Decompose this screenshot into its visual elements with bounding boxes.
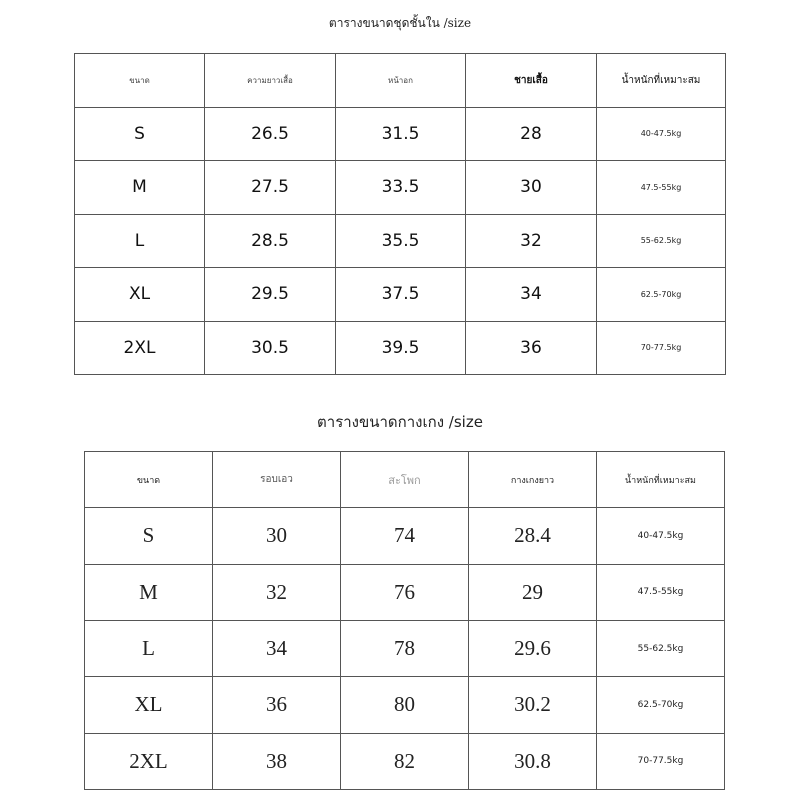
value-cell: 82	[341, 733, 469, 789]
header-cell: ชายเสื้อ	[466, 54, 597, 108]
weight-cell: 40-47.5kg	[597, 107, 726, 161]
size-cell: XL	[75, 268, 205, 322]
value-cell: 30	[466, 161, 597, 215]
value-cell: 34	[466, 268, 597, 322]
value-cell: 36	[466, 321, 597, 375]
header-cell: ขนาด	[75, 54, 205, 108]
weight-cell: 55-62.5kg	[597, 620, 725, 676]
header-cell: กางเกงยาว	[469, 452, 597, 508]
header-cell: น้ำหนักที่เหมาะสม	[597, 452, 725, 508]
value-cell: 30.2	[469, 677, 597, 733]
value-cell: 74	[341, 508, 469, 564]
value-cell: 28	[466, 107, 597, 161]
table-row	[75, 214, 726, 268]
weight-cell: 70-77.5kg	[597, 733, 725, 789]
table-row	[85, 677, 725, 733]
weight-cell: 47.5-55kg	[597, 161, 726, 215]
size-cell: S	[75, 107, 205, 161]
value-cell: 35.5	[336, 214, 466, 268]
table-row	[85, 620, 725, 676]
value-cell: 36	[213, 677, 341, 733]
weight-cell: 70-77.5kg	[597, 321, 726, 375]
weight-cell: 62.5-70kg	[597, 677, 725, 733]
table-row	[75, 161, 726, 215]
size-cell: 2XL	[75, 321, 205, 375]
value-cell: 28.5	[205, 214, 336, 268]
header-cell: ความยาวเสื้อ	[205, 54, 336, 108]
value-cell: 32	[213, 564, 341, 620]
table-row	[75, 321, 726, 375]
bottom-size-table	[84, 451, 725, 790]
table-header-row	[75, 54, 726, 108]
weight-cell: 40-47.5kg	[597, 508, 725, 564]
table-header-row	[85, 452, 725, 508]
value-cell: 30.8	[469, 733, 597, 789]
table-row	[85, 564, 725, 620]
value-cell: 30	[213, 508, 341, 564]
value-cell: 26.5	[205, 107, 336, 161]
bottom-table-title: ตารางขนาดกางเกง /size	[317, 413, 483, 431]
table-row	[75, 107, 726, 161]
top-size-table	[74, 53, 726, 375]
value-cell: 39.5	[336, 321, 466, 375]
size-cell: M	[75, 161, 205, 215]
size-cell: L	[85, 620, 213, 676]
value-cell: 27.5	[205, 161, 336, 215]
value-cell: 29	[469, 564, 597, 620]
value-cell: 38	[213, 733, 341, 789]
value-cell: 37.5	[336, 268, 466, 322]
value-cell: 76	[341, 564, 469, 620]
value-cell: 28.4	[469, 508, 597, 564]
value-cell: 30.5	[205, 321, 336, 375]
header-cell: รอบเอว	[213, 452, 341, 508]
value-cell: 29.6	[469, 620, 597, 676]
weight-cell: 62.5-70kg	[597, 268, 726, 322]
value-cell: 32	[466, 214, 597, 268]
table-row	[85, 733, 725, 789]
size-cell: L	[75, 214, 205, 268]
top-table-title: ตารางขนาดชุดชั้นใน /size	[328, 16, 472, 30]
header-cell: ขนาด	[85, 452, 213, 508]
value-cell: 80	[341, 677, 469, 733]
size-cell: M	[85, 564, 213, 620]
value-cell: 29.5	[205, 268, 336, 322]
header-cell: หน้าอก	[336, 54, 466, 108]
size-cell: XL	[85, 677, 213, 733]
weight-cell: 55-62.5kg	[597, 214, 726, 268]
value-cell: 31.5	[336, 107, 466, 161]
weight-cell: 47.5-55kg	[597, 564, 725, 620]
header-cell: สะโพก	[341, 452, 469, 508]
size-cell: S	[85, 508, 213, 564]
value-cell: 34	[213, 620, 341, 676]
value-cell: 78	[341, 620, 469, 676]
header-cell: น้ำหนักที่เหมาะสม	[597, 54, 726, 108]
value-cell: 33.5	[336, 161, 466, 215]
table-row	[75, 268, 726, 322]
table-row	[85, 508, 725, 564]
size-cell: 2XL	[85, 733, 213, 789]
